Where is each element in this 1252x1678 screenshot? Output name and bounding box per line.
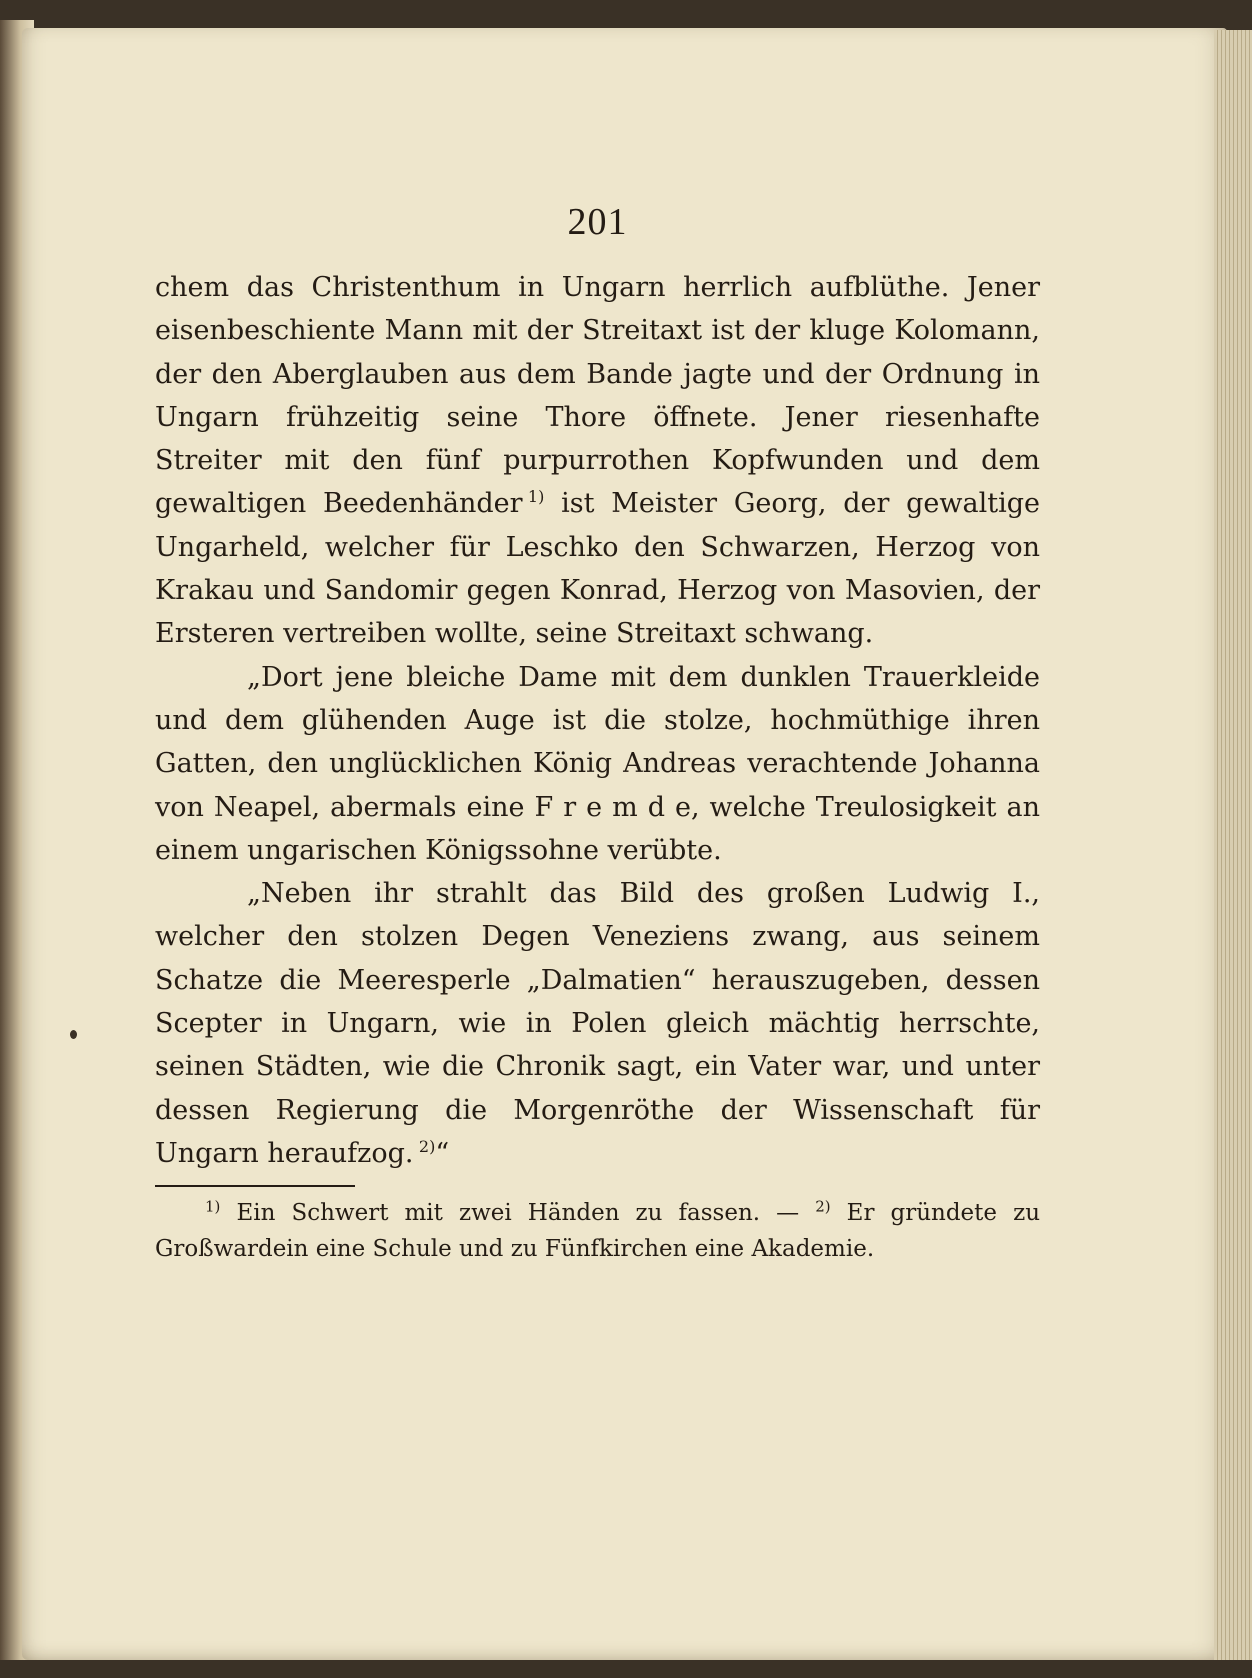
page-number: 201 (567, 201, 628, 243)
paragraph-1 (155, 266, 1040, 656)
footnote-ref-2: 2) (418, 1136, 436, 1156)
page-edges (1214, 30, 1252, 1660)
paragraph-3-text: „Neben ihr strahlt das Bild des großen Ludwig I., welcher den stolzen Degen Veneziens zwang, aus seinem Schatze die Meeresperle „Dalmatien“ herauszugeben, dessen Scepter in Ungarn, wie in Polen gleich mächtig herrschte, seinen Städten, wie die Chronik sagt, ein Vater war, und unter dessen Regierung die Morgenröthe der Wissenschaft für Ungarn heraufzog. (155, 878, 1040, 1169)
paragraph-3-end: “ (435, 1137, 450, 1169)
footnote-1-text: Ein Schwert mit zwei Händen zu fassen. — (220, 1200, 816, 1227)
ink-spot (70, 1030, 77, 1039)
paragraph-3 (155, 872, 1040, 1175)
footnote-2-marker: 2) (815, 1197, 831, 1216)
paragraph-1-continuation: ist Meister Georg, der gewaltige Ungarheld, welcher für Leschko den Schwarzen, Herzog von Krakau und Sandomir gegen Konrad, Herzog von Masovien, der Ersteren vertreiben wollte, seine Streitaxt schwang. (155, 488, 1040, 650)
paragraph-1-text: chem das Christenthum in Ungarn herrlich aufblüthe. Jener eisenbeschiente Mann mit der Streitaxt ist der kluge Kolomann, der den Aberglauben aus dem Bande jagte und der Ordnung in Ungarn frühzeitig seine Thore öffnete. Jener riesenhafte Streiter mit den fünf purpurrothen Kopfwunden und dem gewaltigen Beedenhänder (155, 272, 1040, 520)
page-content (155, 200, 1040, 1267)
footnote-2-text: Er gründete zu Großwardein eine Schule und zu Fünfkirchen eine Akademie. (155, 1200, 1041, 1263)
footnote-1-marker: 1) (205, 1197, 221, 1216)
footnote-ref-1: 1) (527, 487, 545, 507)
footnote-rule (155, 1185, 355, 1187)
paragraph-2: „Dort jene bleiche Dame mit dem dunklen Trauerkleide und dem glühenden Auge ist die stolze, hochmüthige ihren Gatten, den unglücklichen König Andreas verachtende Johanna von Neapel, abermals eine F r e m d e, welche Treulosigkeit an einem ungarischen Königssohne verübte. (155, 661, 1040, 866)
footnotes (155, 1195, 1040, 1267)
